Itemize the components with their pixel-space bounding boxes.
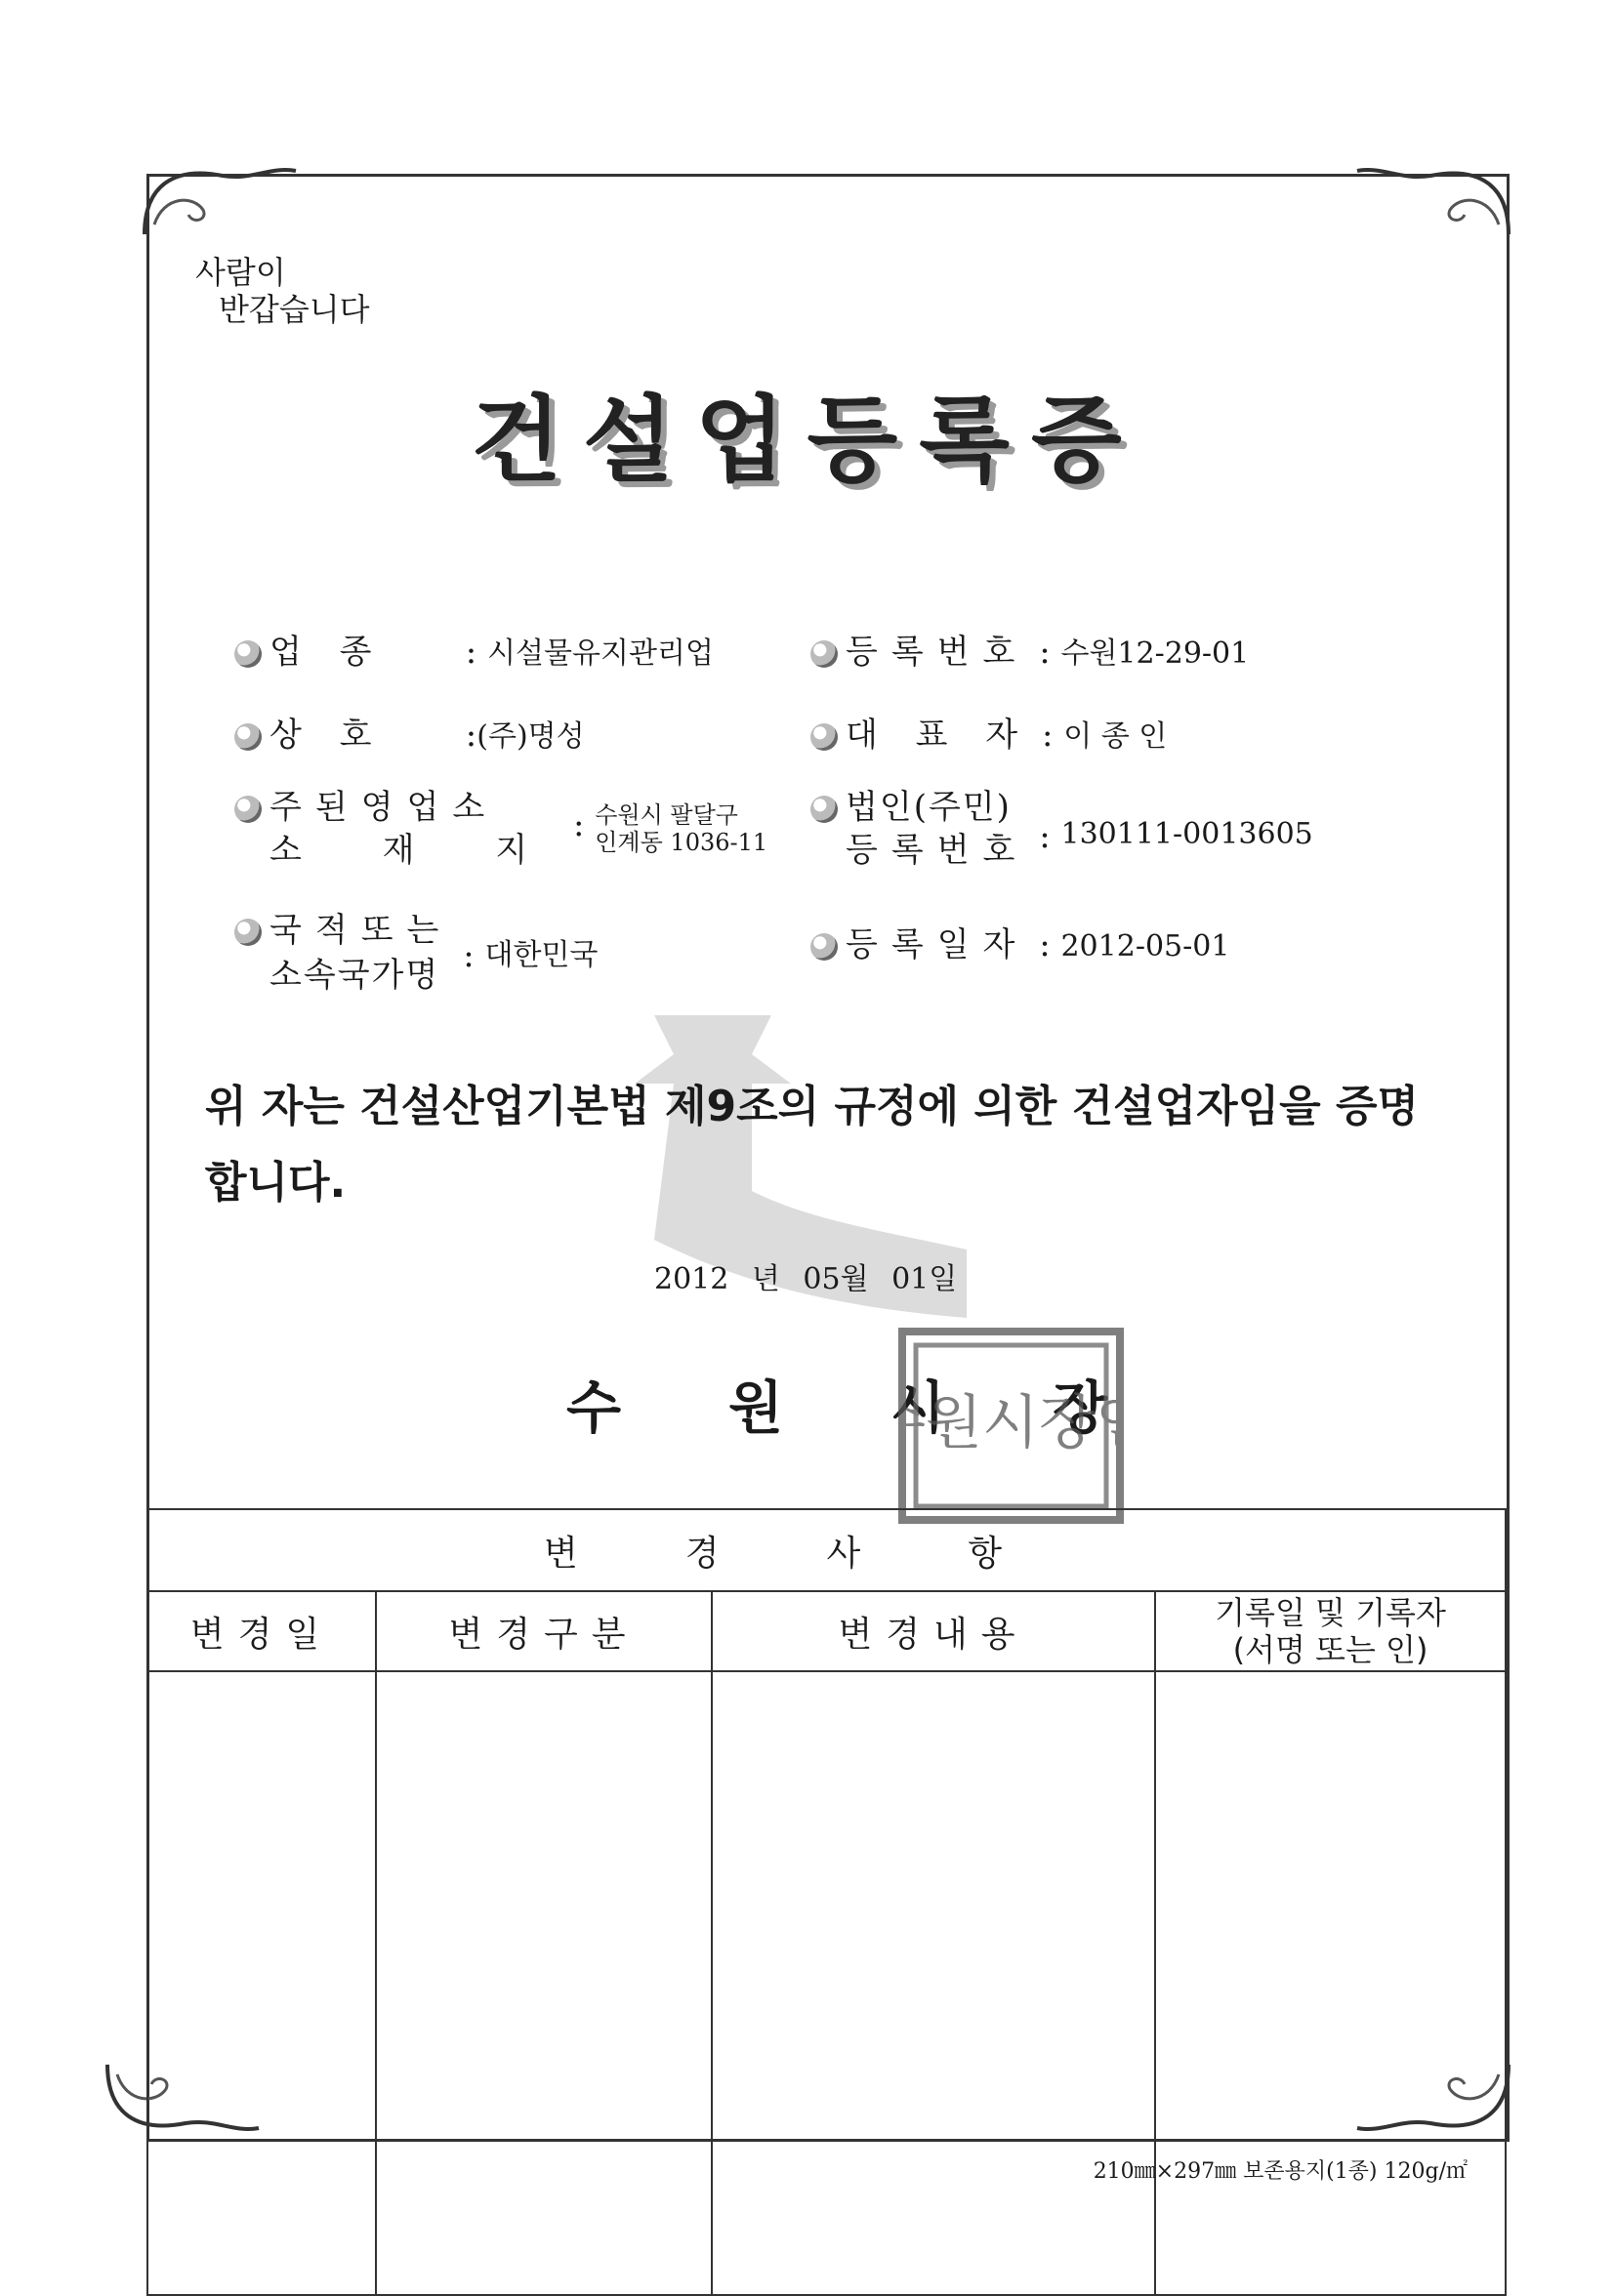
- registration-number-label: 등록번호: [846, 633, 1029, 672]
- registration-number-field: 등록번호 : 수원12-29-01: [810, 625, 1249, 673]
- representative-value: 이 종 인: [1063, 719, 1168, 754]
- corp-reg-label2: 등록번호: [846, 831, 1029, 870]
- top-left-ornament: [135, 156, 301, 244]
- document-title: 건설업등록증: [471, 386, 1143, 495]
- nationality-label1: 국적또는: [269, 911, 453, 950]
- main-office-field: 주된영업소 소 재 지 : 수원시 팔달구 인계동 1036-11: [234, 786, 767, 872]
- col-change-content: 변경내용: [712, 1591, 1155, 1671]
- issue-date: 2012 년 05월 01일: [654, 1262, 958, 1296]
- col-change-type: 변경구분: [376, 1591, 712, 1671]
- col-recorder-line2: (서명 또는 인): [1232, 1631, 1428, 1668]
- bullet-icon: [810, 723, 838, 751]
- nationality-value: 대한민국: [484, 938, 599, 972]
- bullet-icon: [234, 723, 262, 751]
- col-recorder: [1155, 1591, 1506, 1671]
- seal-text: 원시장: [926, 1389, 1096, 1457]
- business-type-label: 업 종: [269, 633, 386, 672]
- bullet-icon: [810, 933, 838, 961]
- bullet-icon: [234, 919, 262, 946]
- registration-date-field: 등록일자 : 2012-05-01: [810, 918, 1229, 965]
- main-office-value2: 인계동 1036-11: [595, 829, 768, 856]
- bullet-icon: [810, 640, 838, 668]
- empty-cell: [376, 1671, 712, 2295]
- top-right-ornament: [1352, 156, 1518, 244]
- bullet-icon: [234, 796, 262, 823]
- bullet-icon: [234, 640, 262, 668]
- main-office-label1: 주된영업소: [269, 788, 499, 827]
- issuer-name: 수원시장: [566, 1374, 1216, 1441]
- representative-label: 대 표 자: [846, 716, 1032, 755]
- representative-field: 대 표 자 : 이 종 인: [810, 708, 1167, 756]
- company-name-field: 상 호 :(주)명성: [234, 708, 585, 756]
- corp-registration-field: 법인(주민) 등록번호 : 130111-0013605: [810, 786, 1313, 872]
- empty-cell: [147, 1671, 376, 2295]
- paper-specification: 210㎜×297㎜ 보존용지(1종) 120g/㎡: [1093, 2159, 1468, 2184]
- empty-cell: [1155, 1671, 1506, 2295]
- registration-number-value: 수원12-29-01: [1060, 636, 1250, 671]
- city-slogan: [195, 254, 370, 328]
- slogan-line1: 사람이: [195, 254, 286, 291]
- col-recorder-line1: 기록일 및 기록자: [1215, 1594, 1446, 1631]
- certification-statement: 위 자는 건설산업기본법 제9조의 규정에 의한 건설업자임을 증명합니다.: [205, 1082, 1419, 1208]
- bullet-icon: [810, 796, 838, 823]
- slogan-line2: 반갑습니다: [219, 291, 370, 328]
- business-type-value: 시설물유지관리업: [487, 636, 714, 671]
- col-change-date: 변경일: [147, 1591, 376, 1671]
- nationality-label2: 소속국가명: [269, 956, 440, 995]
- corp-reg-value: 130111-0013605: [1060, 817, 1313, 851]
- corp-reg-label1: 법인(주민): [846, 788, 1012, 827]
- company-name-value: (주)명성: [476, 719, 585, 754]
- empty-cell: [712, 1671, 1155, 2295]
- business-type-field: 업 종 : 시설물유지관리업: [234, 625, 714, 673]
- main-office-label2: 소 재 지: [269, 831, 563, 870]
- registration-date-label: 등록일자: [846, 925, 1029, 964]
- seal-stamp-icon: [906, 1335, 1116, 1516]
- change-history-header: 변경사항: [147, 1509, 1506, 1591]
- registration-date-value: 2012-05-01: [1060, 929, 1230, 964]
- official-seal: [898, 1328, 1124, 1524]
- main-office-value1: 수원시 팔달구: [595, 801, 738, 829]
- nationality-field: 국적또는 소속국가명 : 대한민국: [234, 908, 598, 998]
- company-name-label: 상 호: [269, 716, 386, 755]
